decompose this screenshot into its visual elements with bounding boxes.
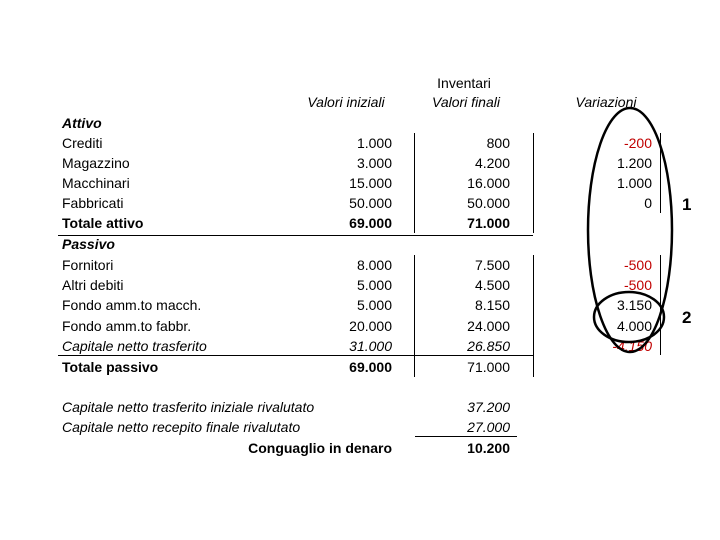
row-fondo-fabbr-label: Fondo amm.to fabbr. [62, 318, 192, 334]
capitale-netto-iniziale: 31.000 [349, 338, 392, 354]
passivo-title: Passivo [62, 236, 115, 252]
row-magazzino-iniziale: 3.000 [356, 155, 392, 171]
totale-attivo-iniziale: 69.000 [349, 215, 392, 231]
totale-passivo-label: Totale passivo [62, 359, 159, 375]
row-fornitori-iniziale: 8.000 [356, 257, 392, 273]
row-fondo-macch-label: Fondo amm.to macch. [62, 297, 202, 313]
rivalutato-finale-value: 27.000 [467, 419, 510, 435]
rivalutato-iniziale-value: 37.200 [467, 399, 510, 415]
annotation-label-2: 2 [682, 308, 692, 327]
header-valori-finali: Valori finali [432, 94, 500, 110]
row-macchinari-iniziale: 15.000 [349, 175, 392, 191]
header-valori-iniziali: Valori iniziali [307, 94, 385, 110]
row-macchinari-label: Macchinari [62, 175, 130, 191]
row-crediti-finale: 800 [486, 135, 510, 151]
row-altri-debiti-finale: 4.500 [474, 277, 510, 293]
totale-attivo-finale: 71.000 [467, 215, 510, 231]
header-variazioni: Variazioni [575, 94, 637, 110]
col-sep-3-bottom [660, 255, 661, 355]
capitale-netto-variazione: -4.150 [612, 338, 652, 354]
header-inventari: Inventari [437, 75, 491, 91]
row-crediti-label: Crediti [62, 135, 103, 151]
col-sep-1-bottom [414, 255, 415, 377]
row-fornitori-variazione: -500 [623, 257, 652, 273]
totale-passivo-iniziale: 69.000 [349, 359, 392, 375]
row-magazzino-label: Magazzino [62, 155, 130, 171]
rivalutato-iniziale-label: Capitale netto trasferito iniziale rivalutato [62, 399, 315, 415]
row-macchinari-variazione: 1.000 [616, 175, 652, 191]
row-fondo-fabbr-iniziale: 20.000 [349, 318, 392, 334]
rivalutato-finale-label: Capitale netto recepito finale rivalutato [62, 419, 301, 435]
attivo-passivo-divider [58, 235, 533, 236]
row-fabbricati-iniziale: 50.000 [349, 195, 392, 211]
row-fondo-macch-finale: 8.150 [474, 297, 510, 313]
annotation-label-1: 1 [682, 195, 692, 214]
row-fondo-macch-variazione: 3.150 [616, 297, 652, 313]
row-fornitori-finale: 7.500 [474, 257, 510, 273]
row-fondo-macch-iniziale: 5.000 [356, 297, 392, 313]
row-altri-debiti-iniziale: 5.000 [356, 277, 392, 293]
col-sep-1-top [414, 133, 415, 233]
row-crediti-iniziale: 1.000 [356, 135, 392, 151]
row-fabbricati-variazione: 0 [644, 195, 652, 211]
totale-passivo-finale: 71.000 [467, 359, 510, 375]
col-sep-3-top [660, 133, 661, 213]
capitale-divider [58, 355, 533, 356]
capitale-netto-label: Capitale netto trasferito [62, 338, 207, 354]
row-fondo-fabbr-finale: 24.000 [467, 318, 510, 334]
totale-attivo-label: Totale attivo [62, 215, 144, 231]
row-altri-debiti-label: Altri debiti [62, 277, 124, 293]
row-macchinari-finale: 16.000 [467, 175, 510, 191]
row-fornitori-label: Fornitori [62, 257, 114, 273]
conguaglio-value: 10.200 [467, 440, 510, 456]
row-fondo-fabbr-variazione: 4.000 [616, 318, 652, 334]
row-altri-debiti-variazione: -500 [623, 277, 652, 293]
capitale-netto-finale: 26.850 [467, 338, 510, 354]
conguaglio-label: Conguaglio in denaro [248, 440, 392, 456]
attivo-title: Attivo [62, 115, 102, 131]
conguaglio-divider [415, 436, 517, 437]
row-fabbricati-finale: 50.000 [467, 195, 510, 211]
row-magazzino-finale: 4.200 [474, 155, 510, 171]
row-magazzino-variazione: 1.200 [616, 155, 652, 171]
row-fabbricati-label: Fabbricati [62, 195, 124, 211]
row-crediti-variazione: -200 [623, 135, 652, 151]
col-sep-2-top [533, 133, 534, 233]
col-sep-2-bottom [533, 255, 534, 377]
